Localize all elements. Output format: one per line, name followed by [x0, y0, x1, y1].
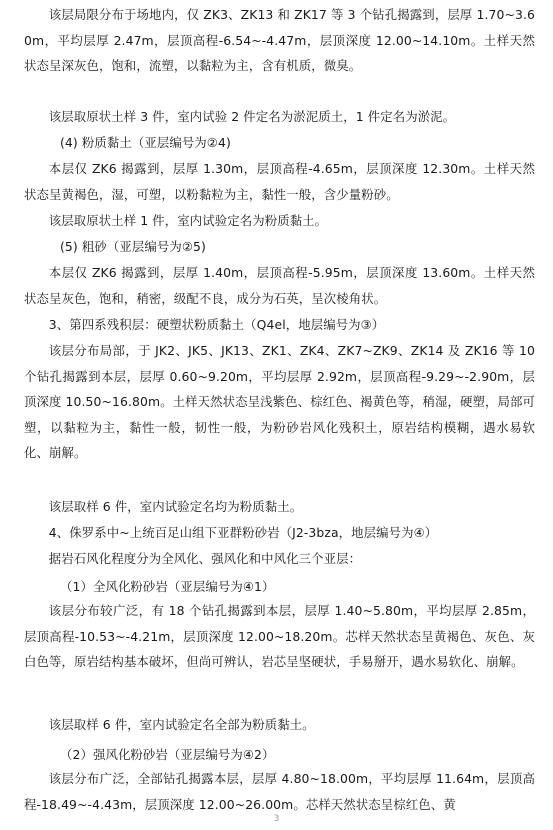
heading-strongly-weathered-4-2: （2）强风化粉砂岩（亚层编号为④2）	[60, 747, 275, 762]
heading-siltstone-layer-4: 4、侏罗系中~上统百足山组下亚群粉砂岩（J2-3bza，地层编号为④）	[48, 525, 438, 540]
paragraph-layer-2-5-description: 本层仅 ZK6 揭露到，层厚 1.40m，层顶高程-5.95m，层顶深度 13.60m。土样天然状态呈灰色，饱和，稍密，级配不良，成分为石英，呈次棱角状。	[24, 265, 535, 306]
paragraph-layer-2-3-sampling: 该层取原状土样 3 件，室内试验 2 件定名为淤泥质土，1 件定名为淤泥。	[48, 109, 456, 124]
paragraph-weathering-sublayers: 据岩石风化程度分为全风化、强风化和中风化三个亚层：	[48, 551, 362, 566]
page-number: 3	[273, 814, 280, 824]
paragraph-layer-3-description: 该层分布局部，于 JK2、JK5、JK13、ZK1、ZK4、ZK7~ZK9、ZK14 及 ZK16 等 10 个钻孔揭露到本层，层厚 0.60~9.20m，平均层厚 2.92m，层顶高程-9.29~-2.90m，层顶深度 10.50~16.80m。土样天然状态呈浅紫色、棕红色、褐黄色等，稍湿，硬塑，局部可塑，以黏粒为主，黏性一般，韧性一般，为粉砂岩风化残积土，原岩结构模糊，遇水易软化、崩解。	[24, 343, 535, 460]
heading-silty-clay-2-4: (4) 粉质黏土（亚层编号为②4)	[60, 135, 231, 150]
paragraph-layer-4-2-description: 该层分布广泛，全部钻孔揭露本层，层厚 4.80~18.00m，平均层厚 11.64m，层顶高程-18.49~-4.43m，层顶深度 12.00~26.00m。芯样天然状态呈棕红色、黄	[24, 771, 535, 812]
paragraph-layer-2-3-distribution: 该层局限分布于场地内，仅 ZK3、ZK13 和 ZK17 等 3 个钻孔揭露到，层厚 1.70~3.60m，平均层厚 2.47m，层顶高程-6.54~-4.47m，层顶深度 12.00~14.10m。土样天然状态呈深灰色，饱和，流塑，以黏粒为主，含有机质，微臭。	[24, 7, 535, 73]
heading-residual-layer-3: 3、第四系残积层：硬塑状粉质黏土（Q4el，地层编号为③）	[48, 317, 385, 332]
paragraph-layer-2-4-sampling: 该层取原状土样 1 件，室内试验定名为粉质黏土。	[48, 213, 328, 228]
heading-coarse-sand-2-5: (5) 粗砂（亚层编号为②5)	[60, 239, 206, 254]
paragraph-layer-2-4-description: 本层仅 ZK6 揭露到，层厚 1.30m，层顶高程-4.65m，层顶深度 12.30m。土样天然状态呈黄褐色，湿，可塑，以粉黏粒为主，黏性一般，含少量粉砂。	[24, 161, 535, 202]
paragraph-layer-3-sampling: 该层取样 6 件，室内试验定名均为粉质黏土。	[48, 499, 303, 514]
paragraph-layer-4-1-sampling: 该层取样 6 件，室内试验定名全部为粉质黏土。	[48, 717, 315, 732]
paragraph-layer-4-1-description: 该层分布较广泛，有 18 个钻孔揭露到本层，层厚 1.40~5.80m，平均层厚 2.85m，层顶高程-10.53~-4.21m，层顶深度 12.00~18.20m。芯样天然状态呈黄褐色、灰色、灰白色等，原岩结构基本破坏，但尚可辨认，岩芯呈坚硬状，手易掰开，遇水易软化、崩解。	[24, 603, 535, 669]
heading-fully-weathered-4-1: （1）全风化粉砂岩（亚层编号为④1）	[60, 579, 275, 594]
